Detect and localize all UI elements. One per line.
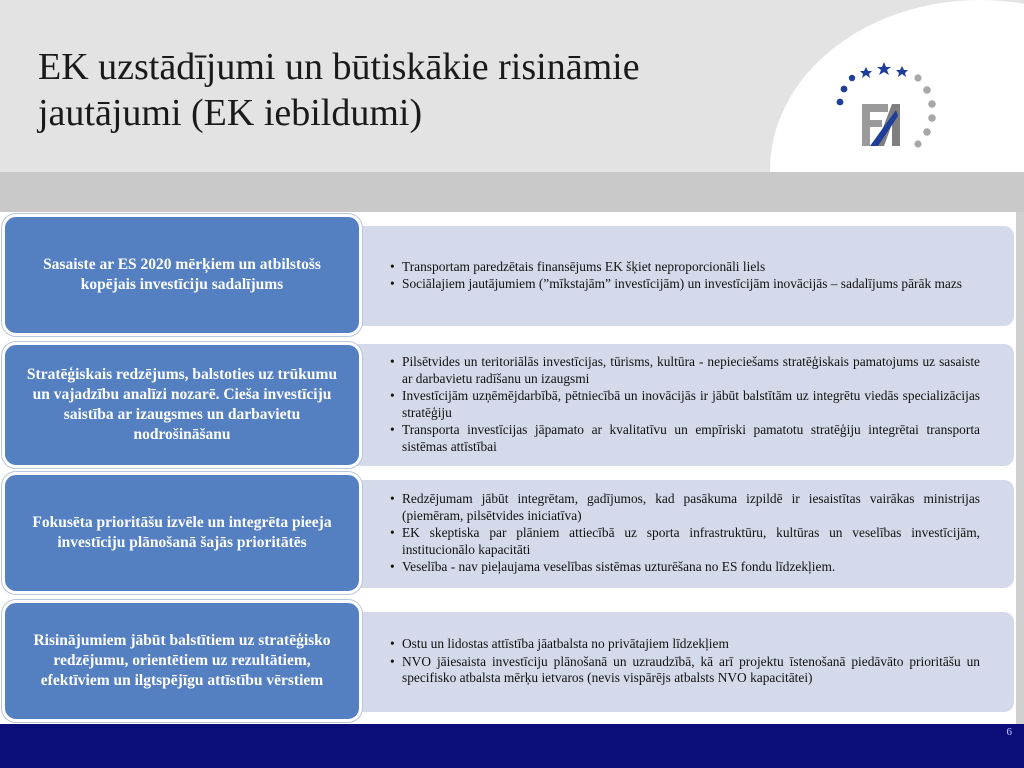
row-4-heading: Risinājumiem jābūt balstītiem uz stratēģisko redzējumu, orientētiem uz rezultātiem, efektīviem un ilgtspējīgu attīstību vērstiem xyxy=(33,632,331,689)
right-side-strip xyxy=(1016,212,1024,724)
row-2-heading: Stratēģiskais redzējums, balstoties uz trūkumu un vajadzību analīzi nozarē. Cieša investīciju saistība ar izaugsmes un darbavietu nodrošināšanu xyxy=(26,366,338,443)
page-number: 6 xyxy=(1006,726,1012,738)
list-item: • Ostu un lidostas attīstība jāatbalsta no privātajiem līdzekļiem xyxy=(390,636,980,653)
fm-logo-icon xyxy=(826,58,946,158)
svg-text:FM: FM xyxy=(886,156,888,157)
row-2-bullet-list xyxy=(390,354,980,456)
row-1-heading: Sasaiste ar ES 2020 mērķiem un atbilstošs kopējais investīciju sadalījums xyxy=(43,256,321,293)
row-4-heading-box xyxy=(2,600,362,722)
list-item: • Veselība - nav pieļaujama veselības sistēmas uzturēšana no ES fondu līdzekļiem. xyxy=(390,559,980,576)
row-2-detail-panel xyxy=(340,344,1014,466)
star-icon xyxy=(877,62,891,75)
row-1-detail-panel xyxy=(340,226,1014,326)
slide-title xyxy=(38,44,798,136)
row-2-heading-box xyxy=(2,342,362,468)
row-1-bullet-list xyxy=(390,259,980,294)
list-item: • Transportam paredzētais finansējums EK šķiet neproporcionāli liels xyxy=(390,259,980,276)
row-1-heading-box xyxy=(2,214,362,336)
row-3-bullet-list xyxy=(390,491,980,577)
row-4-detail-panel xyxy=(340,612,1014,712)
header-divider-strip xyxy=(0,172,1024,212)
list-item: • Pilsētvides un teritoriālās investīcijas, tūrisms, kultūra - nepieciešams stratēģiskais pamatojums uz sasaiste ar darbavietu radīšanu un izaugsmi xyxy=(390,354,980,387)
row-4-bullet-list xyxy=(390,636,980,688)
list-item: • Redzējumam jābūt integrētam, gadījumos, kad pasākuma izpildē ir iesaistītas vairākas ministrijas (piemēram, pilsētvides iniciatīva) xyxy=(390,491,980,524)
footer-bar xyxy=(0,724,1024,768)
list-item: • Sociālajiem jautājumiem (”mīkstajām” investīcijām) un investīcijām inovācijās – sadalījums pārāk mazs xyxy=(390,276,980,293)
list-item: • Investīcijām uzņēmējdarbībā, pētniecībā un inovācijās ir jābūt balstītām uz integrētu viedās specializācijas stratēģiju xyxy=(390,388,980,421)
star-icon xyxy=(860,67,872,78)
row-3-detail-panel xyxy=(340,480,1014,588)
slide-title-line-2: jautājumi (EK iebildumi) xyxy=(38,92,423,134)
star-icon xyxy=(896,66,908,77)
row-3-heading: Fokusēta prioritāšu izvēle un integrēta pieeja investīciju plānošanā šajās prioritātēs xyxy=(32,514,332,551)
slide-title-line-1: EK uzstādījumi un būtiskākie risināmie xyxy=(38,46,640,88)
list-item: • Transporta investīcijas jāpamato ar kvalitatīvu un empīriski pamatotu stratēģiju integrētai transporta sistēmas attīstībai xyxy=(390,422,980,455)
list-item: • EK skeptiska par plāniem attiecībā uz sporta infrastruktūru, kultūras un veselības investīcijām, institucionālo kapacitāti xyxy=(390,525,980,558)
list-item: • NVO jāiesaista investīciju plānošanā un uzraudzībā, kā arī projektu īstenošanā piedāvāto prioritāšu un specifisko atbalsta mērķu ietvaros (nevis vispārējs atbalsts NVO kapacitātei) xyxy=(390,654,980,687)
row-3-heading-box xyxy=(2,472,362,594)
